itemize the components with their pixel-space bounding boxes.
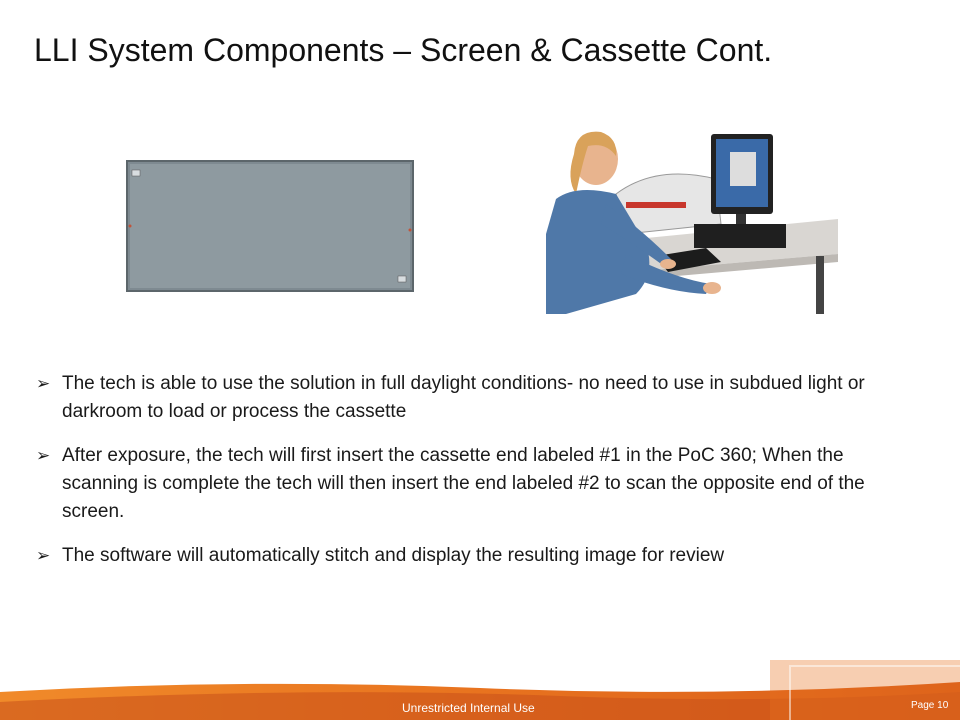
page-number: Page 10 xyxy=(911,700,949,711)
classification-label: Unrestricted Internal Use xyxy=(402,701,535,715)
cassette-image xyxy=(126,160,414,292)
bullet-text: The software will automatically stitch and display the resulting image for review xyxy=(62,545,725,566)
technician-workstation-image xyxy=(546,124,838,314)
arrow-bullet-icon: ➢ xyxy=(36,374,51,393)
slide-title: LLI System Components – Screen & Cassette Cont. xyxy=(34,32,773,68)
bullet-text: After exposure, the tech will first insert the cassette end labeled #1 in the PoC 360; When the scanning is complete the tech will then insert the end labeled #2 to scan the opposite end of the screen. xyxy=(62,445,865,522)
arrow-bullet-icon: ➢ xyxy=(36,446,51,465)
bullet-item xyxy=(36,370,916,426)
bullet-list xyxy=(36,370,916,586)
bullet-item xyxy=(36,542,916,570)
bullet-text: The tech is able to use the solution in full daylight conditions- no need to use in subdued light or darkroom to load or process the cassette xyxy=(62,373,865,422)
arrow-bullet-icon: ➢ xyxy=(36,546,51,565)
bullet-item xyxy=(36,442,916,526)
